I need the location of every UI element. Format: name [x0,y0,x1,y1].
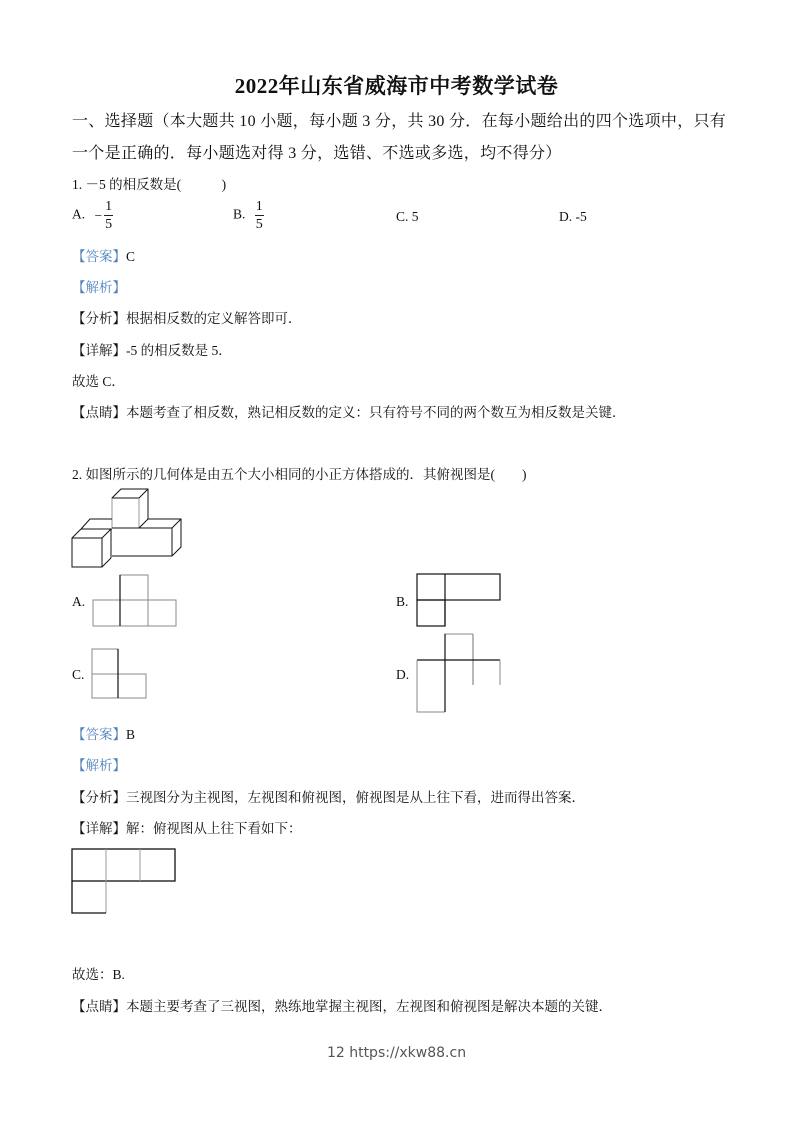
page-footer: 12 https://xkw88.cn [326,1045,467,1061]
q2-answer-tag: 【答案】 [72,727,126,742]
q1-option-a-denominator: 5 [105,217,113,232]
q2-conclusion: 故选：B. [72,967,125,982]
q1-conclusion: 故选 C． [72,374,125,389]
q1-option-a-sign: − [94,207,103,223]
q2-option-a-label: A. [72,594,86,609]
q1-option-a-label: A. [72,206,86,222]
q2-fenxi: 【分析】三视图分为主视图，左视图和俯视图，俯视图是从上往下看，进而得出答案． [72,790,585,805]
q1-option-c: C. 5 [396,209,419,224]
q2-option-b-label: B. [396,594,409,609]
q1-stem: 1. －5 的相反数是( ) [72,177,227,192]
q1-option-d: D. -5 [559,209,587,224]
q1-answer-tag: 【答案】 [72,249,126,264]
q2-stem: 2. 如图所示的几何体是由五个大小相同的小正方体搭成的．其俯视图是( ) [72,467,527,482]
q1-dianjing: 【点睛】本题考查了相反数，熟记相反数的定义：只有符号不同的两个数互为相反数是关键． [72,405,626,420]
q1-xiangjie: 【详解】-5 的相反数是 5． [72,343,232,358]
q1-option-b-label: B. [233,206,246,222]
q1-option-b-denominator: 5 [255,217,263,232]
document-title: 2022年山东省威海市中考数学试卷 [234,74,559,98]
section-heading-line2: 一个是正确的．每小题选对得 3 分，选错、不选或多选，均不得分） [72,145,562,162]
q2-answer-value: B [126,727,136,742]
q2-option-d-label: D. [396,667,410,682]
q1-option-a-numerator: 1 [105,199,113,214]
section-heading-line1: 一、选择题（本大题共 10 小题，每小题 3 分，共 30 分．在每小题给出的四个选项中，只有 [72,113,727,130]
q2-analysis-tag: 【解析】 [72,758,126,773]
q2-dianjing: 【点睛】本题主要考查了三视图，熟练地掌握主视图，左视图和俯视图是解决本题的关键． [72,999,612,1014]
q1-answer-value: C [126,249,136,264]
q2-xiangjie: 【详解】解：俯视图从上往下看如下： [72,821,302,836]
q1-fenxi: 【分析】根据相反数的定义解答即可． [72,311,302,326]
q1-analysis-tag: 【解析】 [72,280,126,295]
q1-option-b-numerator: 1 [255,199,263,214]
q2-option-c-label: C. [72,667,85,682]
